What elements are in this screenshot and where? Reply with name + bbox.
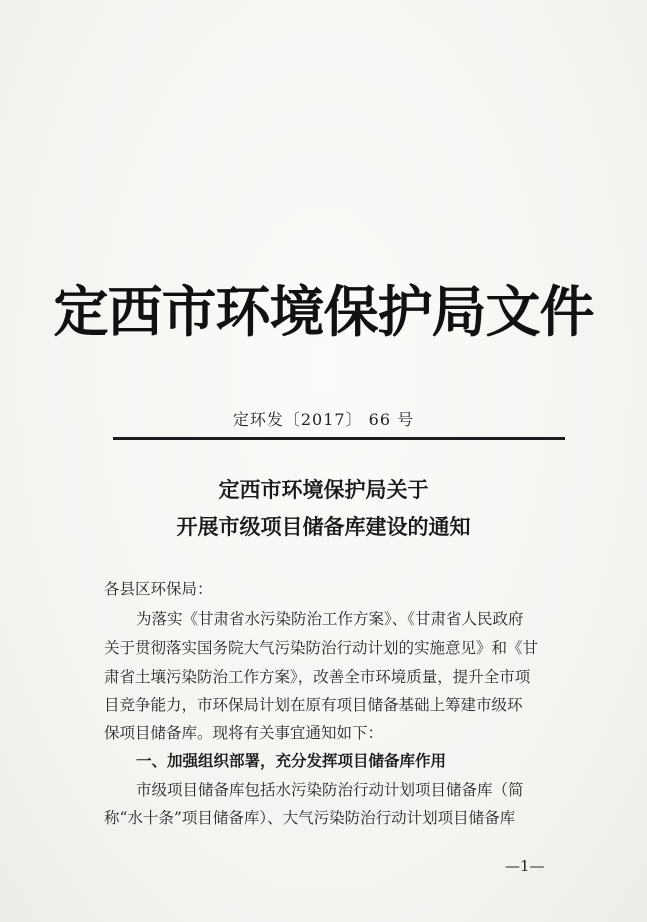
agency-title: 定西市环境保护局文件 [53,279,594,344]
section-line: 市级项目储备库包括水污染防治行动计划项目储备库（简 [136,781,524,799]
page-number: —1— [505,857,545,875]
notice-title-line-2: 开展市级项目储备库建设的通知 [176,514,471,539]
paragraph-line: 保项目储备库。现将有关事宜通知如下： [104,724,384,742]
paragraph-line: 关于贯彻落实国务院大气污染防治行动计划的实施意见》和《甘 [104,639,539,657]
salutation: 各县区环保局： [104,580,213,598]
section-heading: 一、加强组织部署，充分发挥项目储备库作用 [136,751,447,770]
paragraph-line: 目竞争能力，市环保局计划在原有项目储备基础上筹建市级环 [104,696,523,714]
header-divider [113,437,565,440]
notice-title-line-1: 定西市环境保护局关于 [218,477,429,502]
paragraph-line: 为落实《甘肃省水污染防治工作方案》、《甘肃省人民政府 [136,610,524,628]
section-line: 称“水十条”项目储备库）、大气污染防治行动计划项目储备库 [104,809,516,827]
document-number: 定环发〔2017〕 66 号 [232,410,415,429]
paragraph-line: 肃省土壤污染防治工作方案》，改善全市环境质量，提升全市项 [104,668,531,686]
